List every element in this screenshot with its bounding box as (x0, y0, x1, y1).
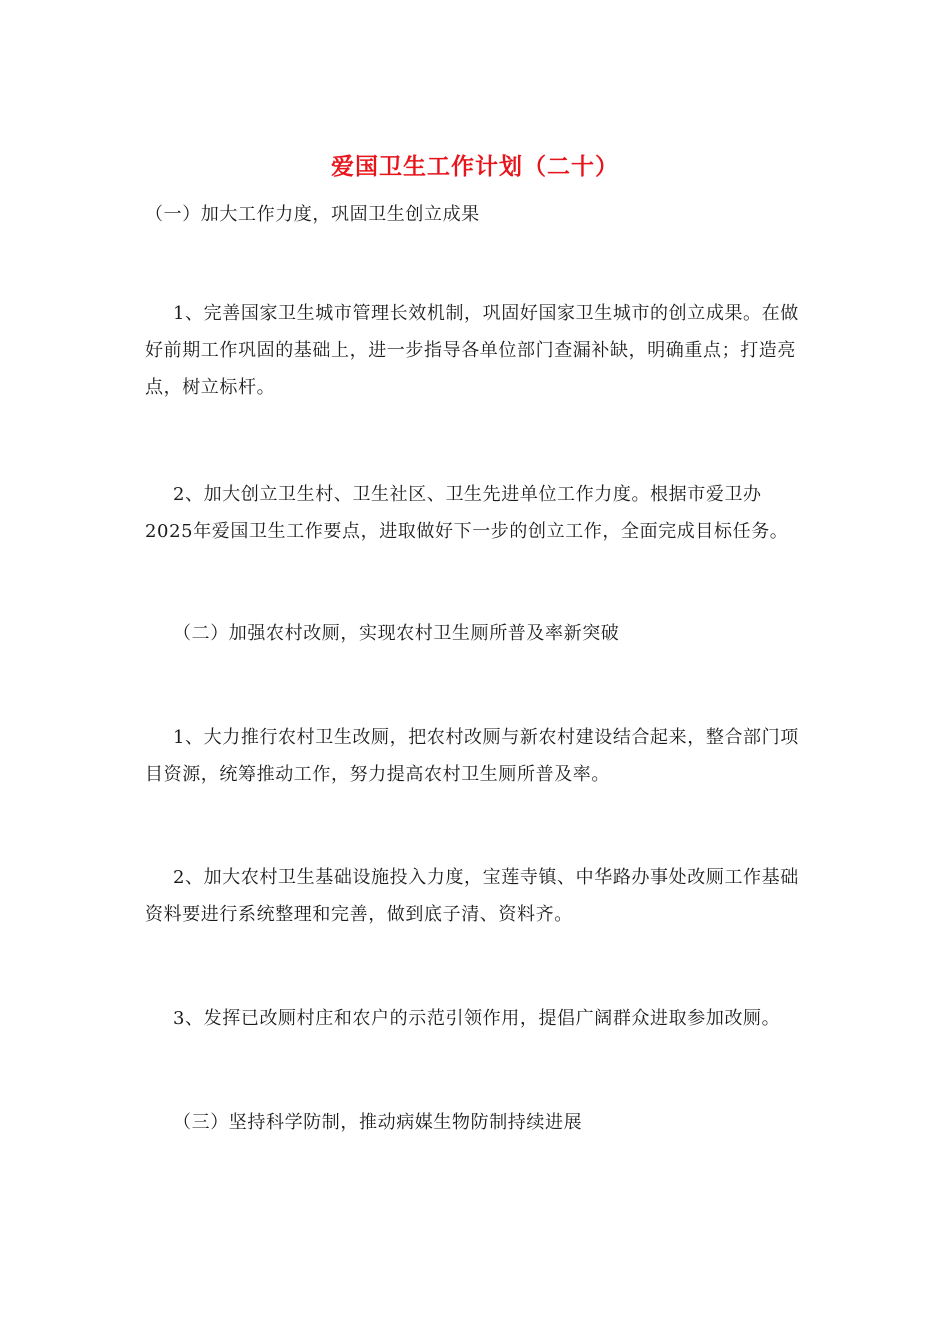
paragraph-1-2: 2、加大创立卫生村、卫生社区、卫生先进单位工作力度。根据市爱卫办2025年爱国卫生工作要点，进取做好下一步的创立工作，全面完成目标任务。 (145, 484, 789, 542)
document-title: 爱国卫生工作计划（二十） (331, 153, 619, 180)
section-heading-2: （二）加强农村改厕，实现农村卫生厕所普及率新突破 (173, 623, 620, 644)
section-heading-3: （三）坚持科学防制，推动病媒生物防制持续进展 (173, 1112, 583, 1133)
section-heading-1: （一）加大工作力度，巩固卫生创立成果 (145, 204, 480, 225)
paragraph-1-1: 1、完善国家卫生城市管理长效机制，巩固好国家卫生城市的创立成果。在做好前期工作巩固的基础上，进一步指导各单位部门查漏补缺，明确重点；打造亮点，树立标杆。 (145, 303, 799, 398)
paragraph-2-3: 3、发挥已改厕村庄和农户的示范引领作用，提倡广阔群众进取参加改厕。 (173, 1008, 781, 1029)
paragraph-2-1: 1、大力推行农村卫生改厕，把农村改厕与新农村建设结合起来，整合部门项目资源，统筹推动工作，努力提高农村卫生厕所普及率。 (145, 727, 799, 785)
paragraph-2-2: 2、加大农村卫生基础设施投入力度，宝莲寺镇、中华路办事处改厕工作基础资料要进行系统整理和完善，做到底子清、资料齐。 (145, 867, 799, 925)
